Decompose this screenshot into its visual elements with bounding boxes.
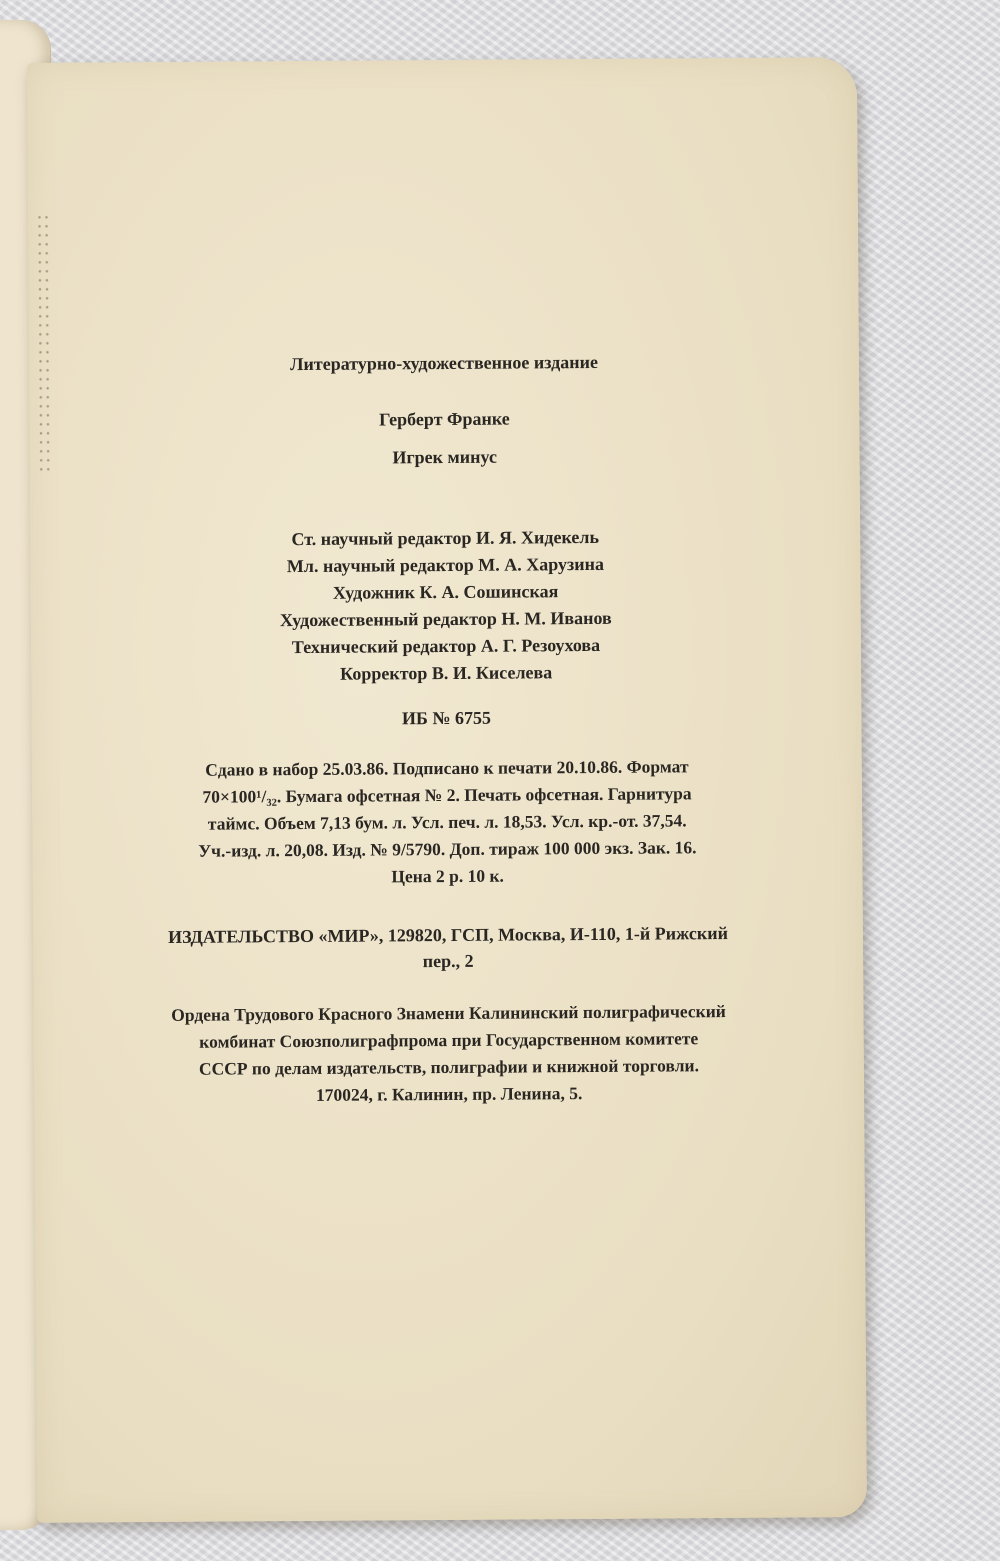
imprint-line: Уч.-изд. л. 20,08. Изд. № 9/5790. Доп. тираж 100 000 экз. Зак. 16.	[198, 837, 697, 861]
ib-number: ИБ № 6755	[401, 707, 492, 729]
credit-line: Корректор В. И. Киселева	[340, 662, 553, 684]
credits-list	[30, 522, 861, 690]
publisher-line: пер., 2	[422, 950, 474, 972]
printer-line: СССР по делам издательств, полиграфии и книжной торговли.	[198, 1055, 700, 1079]
printer-line: Ордена Трудового Красного Знамени Калининский полиграфический	[171, 1001, 726, 1025]
imprint-line: Сдано в набор 25.03.86. Подписано к печати 20.10.86. Формат	[205, 756, 689, 780]
publisher-address	[33, 919, 863, 977]
credit-line: Художник К. А. Сошинская	[332, 581, 559, 603]
printer-line: 170024, г. Калинин, пр. Ленина, 5.	[315, 1083, 583, 1105]
publisher-line: ИЗДАТЕЛЬСТВО «МИР», 129820, ГСП, Москва, И-110, 1-й Рижский	[167, 923, 729, 947]
credit-line: Мл. научный редактор М. А. Харузина	[286, 553, 605, 577]
book-title: Игрек минус	[392, 446, 497, 468]
credit-line: Технический редактор А. Г. Резоухова	[291, 634, 601, 658]
imprint-line: таймс. Объем 7,13 бум. л. Усл. печ. л. 18,53. Усл. кр.-от. 37,54.	[207, 810, 687, 834]
credit-line: Художественный редактор Н. М. Иванов	[279, 607, 612, 631]
edition-type: Литературно-художественное издание	[289, 351, 599, 375]
credit-line: Ст. научный редактор И. Я. Хидекель	[291, 526, 600, 550]
printer-line: комбинат Союзполиграфпрома при Государственном комитете	[199, 1028, 699, 1052]
book-page	[27, 57, 867, 1523]
printer-info	[33, 997, 864, 1111]
imprint-line: 70×100¹/₃₂. Бумага офсетная № 2. Печать офсетная. Гарнитура	[202, 783, 692, 807]
imprint-line: Цена 2 р. 10 к.	[391, 865, 504, 887]
imprint-details	[32, 752, 863, 893]
author-name: Герберт Франке	[378, 408, 510, 430]
